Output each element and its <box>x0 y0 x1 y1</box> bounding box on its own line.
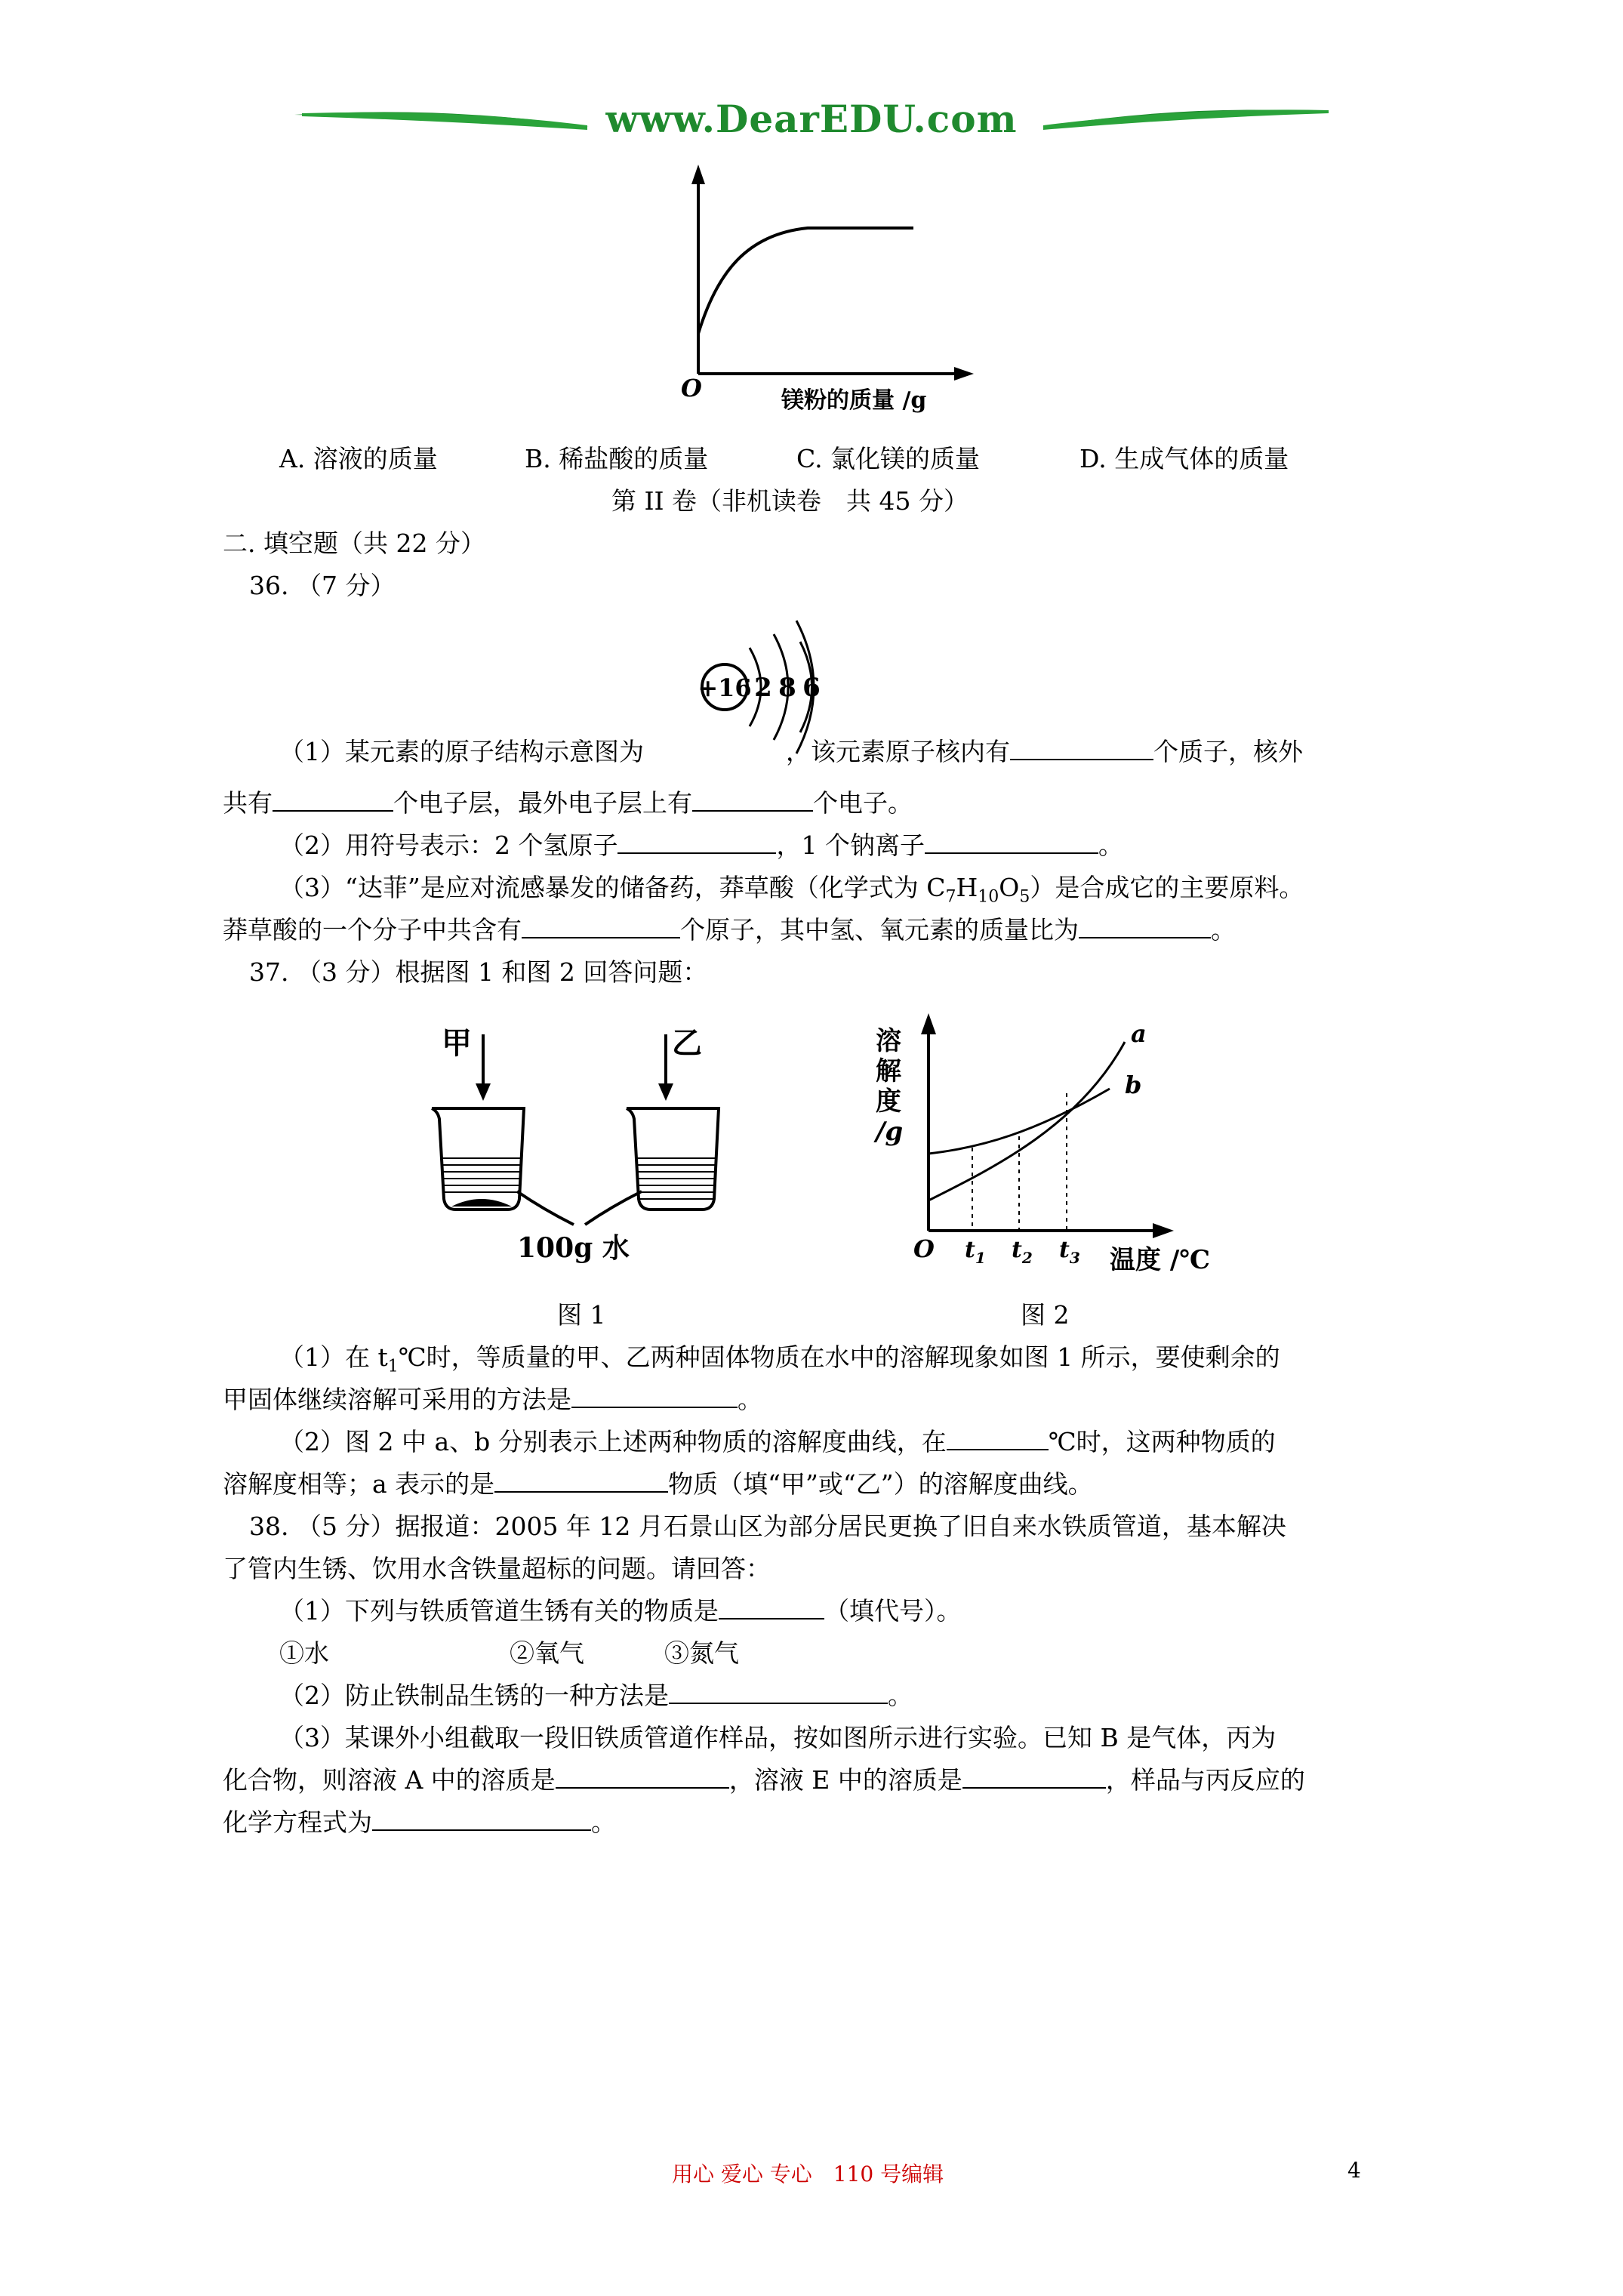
q36-p3b: ）是合成它的主要原料。 <box>1030 873 1304 902</box>
q36-p3c: 莽草酸的一个分子中共含有 <box>223 915 522 945</box>
blank-protons[interactable] <box>1010 733 1153 760</box>
figure1-beakers <box>423 1012 762 1268</box>
y-label-3: 度 <box>876 1086 901 1117</box>
q36-line1 <box>279 731 1303 773</box>
graph1-x-label: 镁粉的质量 /g <box>781 387 927 414</box>
atom-shell-2: 8 <box>778 673 796 703</box>
q37-head: 37. （3 分）根据图 1 和图 2 回答问题： <box>249 957 708 987</box>
choice-b: B. 稀盐酸的质量 <box>525 444 709 473</box>
q38-head2: 了管内生锈、饮用水含铁量超标的问题。请回答： <box>223 1554 771 1583</box>
site-logo: www.DearEDU.com <box>605 97 1018 141</box>
q36-p2a: （2）用符号表示：2 个氢原子 <box>279 831 618 860</box>
q36-p3e: 。 <box>1211 915 1236 945</box>
y-label-4: /g <box>876 1117 904 1147</box>
q37-p2b: ℃时，这两种物质的 <box>1048 1427 1276 1456</box>
blank-dissolve-method[interactable] <box>571 1381 738 1408</box>
volume-title: 第 II 卷（非机读卷 共 45 分） <box>611 486 969 516</box>
atom-shell-1: 2 <box>754 673 772 703</box>
q36-p1a: （1）某元素的原子结构示意图为 <box>279 737 644 766</box>
y-label-2: 解 <box>876 1056 901 1086</box>
blank-temperature[interactable] <box>947 1423 1049 1450</box>
q37-line3 <box>279 1421 1276 1463</box>
q37-p2a: （2）图 2 中 a、b 分别表示上述两种物质的溶解度曲线，在 <box>279 1427 947 1456</box>
blank-rust-substances[interactable] <box>719 1592 824 1620</box>
q36-p1d: 共有 <box>223 788 273 818</box>
choice-c: C. 氯化镁的质量 <box>796 444 981 473</box>
label-jia: 甲 <box>442 1025 472 1061</box>
q36-line3 <box>279 824 1123 867</box>
q38-line1 <box>279 1590 962 1632</box>
q36-p3a: （3）“达菲”是应对流感暴发的储备药，莽草酸（化学式为 C <box>279 873 946 902</box>
q37-line2 <box>223 1379 762 1421</box>
q38-opt1: ①水 <box>279 1638 329 1668</box>
curve-a-label: a <box>1131 1019 1147 1048</box>
q38-p2b: 。 <box>888 1681 913 1710</box>
fig2-x-label: 温度 /℃ <box>1110 1245 1210 1275</box>
q38-line3: （3）某课外小组截取一段旧铁质管道作样品，按如图所示进行实验。已知 B 是气体，丙为 <box>279 1723 1277 1752</box>
page-number: 4 <box>1347 2158 1361 2183</box>
q38-p1a: （1）下列与铁质管道生锈有关的物质是 <box>279 1596 719 1626</box>
q37-p1d: 。 <box>738 1385 762 1414</box>
blank-mass-ratio[interactable] <box>1079 911 1211 938</box>
q36-line5 <box>223 909 1236 951</box>
q37-sub: 1 <box>387 1357 399 1376</box>
q38-p3b: 化合物，则溶液 A 中的溶质是 <box>223 1765 556 1795</box>
tick-t1: $t_1$ <box>965 1237 986 1267</box>
q36-p2c: 。 <box>1098 831 1123 860</box>
q36-sub2: 10 <box>978 887 999 907</box>
fig2-caption: 图 2 <box>1021 1300 1070 1330</box>
footer-center: 用心 爱心 专心 110 号编辑 <box>672 2162 944 2187</box>
q36-sub1: 7 <box>945 887 956 907</box>
blank-hydrogen[interactable] <box>617 827 776 854</box>
q37-p1a: （1）在 t <box>279 1342 388 1372</box>
q37-p1b: ℃时，等质量的甲、乙两种固体物质在水中的溶解现象如图 1 所示，要使剩余的 <box>398 1342 1280 1372</box>
q36-line4 <box>279 867 1304 909</box>
q38-line2 <box>279 1675 913 1717</box>
q36-head: 36. （7 分） <box>249 571 396 600</box>
q36-p3d: 个原子，其中氢、氧元素的质量比为 <box>680 915 1079 945</box>
q37-p2c: 溶解度相等；a 表示的是 <box>223 1469 495 1499</box>
blank-outer-electrons[interactable] <box>692 784 813 812</box>
y-label-1: 溶 <box>876 1026 901 1056</box>
fig1-caption: 图 1 <box>557 1300 606 1330</box>
fig2-origin: O <box>913 1234 935 1263</box>
label-yi: 乙 <box>672 1025 702 1061</box>
graph1 <box>664 159 996 430</box>
q38-p1b: （填代号）。 <box>824 1596 962 1626</box>
q36-p1f: 个电子。 <box>813 788 913 818</box>
q36-p1c: 个质子，核外 <box>1153 737 1303 766</box>
blank-layers[interactable] <box>273 784 393 812</box>
q36-h: H <box>956 873 978 902</box>
choice-d: D. 生成气体的质量 <box>1079 444 1289 473</box>
graph1-origin: O <box>681 374 702 402</box>
q36-sub3: 5 <box>1019 887 1030 907</box>
q38-line4 <box>223 1759 1305 1801</box>
q36-p1b: ，该元素原子核内有 <box>786 737 1010 766</box>
q37-line1 <box>279 1336 1280 1379</box>
q38-p3f: 。 <box>591 1808 616 1837</box>
tick-t3: $t_3$ <box>1059 1237 1080 1267</box>
tick-t2: $t_2$ <box>1012 1237 1033 1267</box>
q38-opt2: ②氧气 <box>510 1638 584 1668</box>
q38-p3d: ，样品与丙反应的 <box>1105 1765 1305 1795</box>
blank-rust-prevention[interactable] <box>669 1677 888 1704</box>
blank-equation[interactable] <box>372 1804 591 1831</box>
q36-line2 <box>223 782 913 824</box>
q38-head: 38. （5 分）据报道：2005 年 12 月石景山区为部分居民更换了旧自来水铁质管道，基本解决 <box>249 1512 1286 1541</box>
blank-solute-e[interactable] <box>962 1761 1106 1789</box>
q38-line5 <box>223 1801 616 1844</box>
q38-p2a: （2）防止铁制品生锈的一种方法是 <box>279 1681 669 1710</box>
q36-o: O <box>999 873 1020 902</box>
choice-a: A. 溶液的质量 <box>279 444 438 473</box>
blank-substance[interactable] <box>494 1465 668 1493</box>
q36-p2b: ，1 个钠离子 <box>776 831 925 860</box>
water-label: 100g 水 <box>517 1232 630 1264</box>
blank-atom-count[interactable] <box>522 911 680 938</box>
q38-opt3: ③氮气 <box>664 1638 739 1668</box>
q37-p2d: 物质（填“甲”或“乙”）的溶解度曲线。 <box>668 1469 1093 1499</box>
q36-p1e: 个电子层，最外电子层上有 <box>393 788 692 818</box>
curve-b-label: b <box>1125 1071 1142 1099</box>
q38-p3c: ，溶液 E 中的溶质是 <box>728 1765 962 1795</box>
blank-solute-a[interactable] <box>556 1761 729 1789</box>
blank-sodium-ion[interactable] <box>925 827 1098 854</box>
q37-line4 <box>223 1463 1093 1505</box>
q37-p1c: 甲固体继续溶解可采用的方法是 <box>223 1385 571 1414</box>
figure2-solubility <box>853 1004 1276 1284</box>
q38-p3e: 化学方程式为 <box>223 1808 372 1837</box>
section-title: 二. 填空题（共 22 分） <box>223 529 485 558</box>
atom-nucleus: +16 <box>698 673 752 702</box>
atom-shell-3: 6 <box>802 673 821 703</box>
